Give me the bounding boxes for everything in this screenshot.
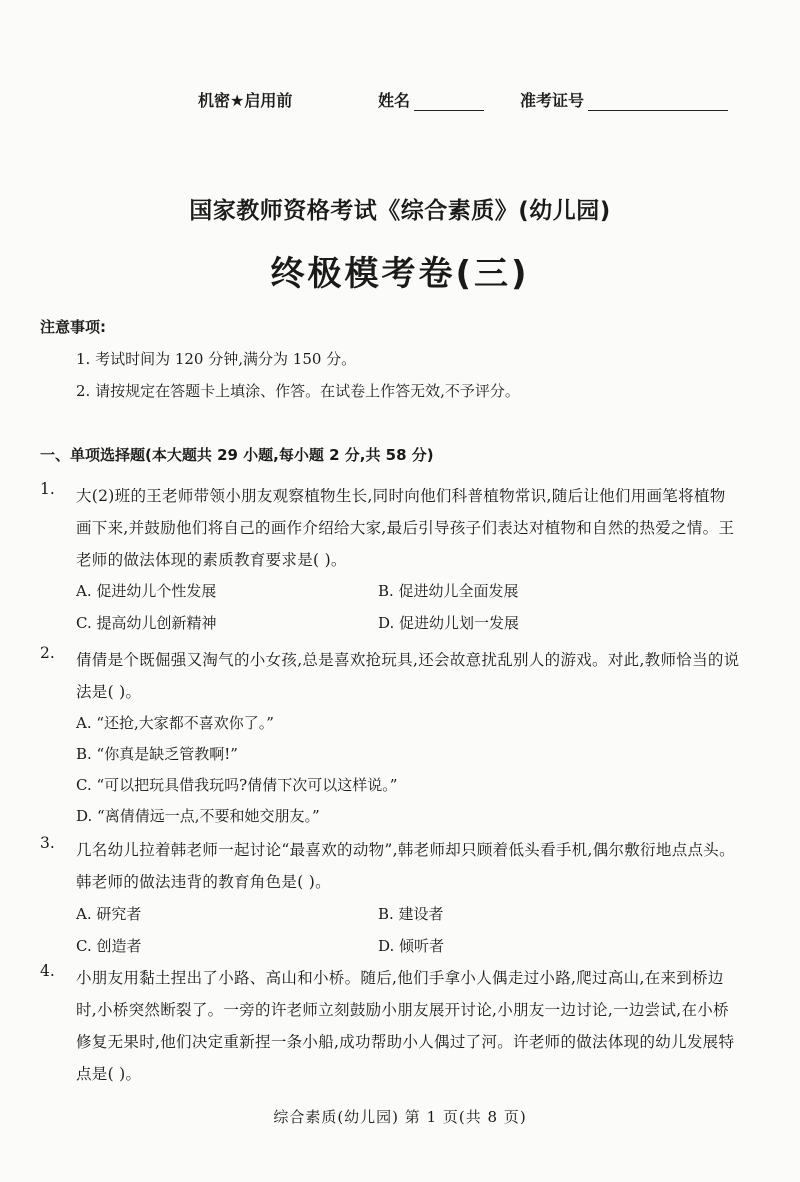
name-label: 姓名 bbox=[378, 91, 411, 110]
exam-number-field bbox=[520, 88, 728, 111]
section-heading: 一、单项选择题(本大题共 29 小题,每小题 2 分,共 58 分) bbox=[40, 446, 434, 464]
notice-item: 2. 请按规定在答题卡上填涂、作答。在试卷上作答无效,不予评分。 bbox=[76, 382, 520, 400]
confidential-label: 机密★启用前 bbox=[198, 91, 293, 110]
option-c[interactable]: C. “可以把玩具借我玩吗?倩倩下次可以这样说。” bbox=[76, 776, 398, 794]
option-a[interactable]: A. 研究者 bbox=[76, 905, 142, 923]
exam-number-blank[interactable] bbox=[588, 92, 728, 111]
option-b[interactable]: B. 促进幼儿全面发展 bbox=[378, 582, 519, 600]
name-field bbox=[378, 88, 484, 111]
exam-number-label: 准考证号 bbox=[520, 91, 585, 110]
question-stem: 倩倩是个既倔强又淘气的小女孩,总是喜欢抢玩具,还会故意扰乱别人的游戏。对此,教师恰当的说法是( )。 bbox=[76, 651, 740, 701]
question-stem: 小朋友用黏土捏出了小路、高山和小桥。随后,他们手拿小人偶走过小路,爬过高山,在来到桥边时,小桥突然断裂了。一旁的许老师立刻鼓励小朋友展开讨论,小朋友一边讨论,一边尝试,在小桥修复无果时,他们决定重新捏一条小船,成功帮助小人偶过了河。许老师的做法体现的幼儿发展特点是( )。 bbox=[76, 969, 735, 1083]
exam-subtitle: 终极模考卷(三) bbox=[270, 254, 530, 294]
header-line bbox=[0, 88, 800, 112]
question-number: 4. bbox=[40, 962, 55, 980]
option-d[interactable]: D. 倾听者 bbox=[378, 937, 445, 955]
option-a[interactable]: A. 促进幼儿个性发展 bbox=[76, 582, 217, 600]
exam-title: 国家教师资格考试《综合素质》(幼儿园) bbox=[189, 198, 611, 224]
option-d[interactable]: D. 促进幼儿划一发展 bbox=[378, 614, 520, 632]
question-4 bbox=[40, 962, 740, 1090]
notice-item: 1. 考试时间为 120 分钟,满分为 150 分。 bbox=[76, 350, 357, 368]
question-stem: 几名幼儿拉着韩老师一起讨论“最喜欢的动物”,韩老师却只顾着低头看手机,偶尔敷衍地点点头。韩老师的做法违背的教育角色是( )。 bbox=[76, 841, 735, 891]
question-stem: 大(2)班的王老师带领小朋友观察植物生长,同时向他们科普植物常识,随后让他们用画笔将植物画下来,并鼓励他们将自己的画作介绍给大家,最后引导孩子们表达对植物和自然的热爱之情。王老师的做法体现的素质教育要求是( )。 bbox=[76, 487, 735, 569]
option-a[interactable]: A. “还抢,大家都不喜欢你了。” bbox=[76, 714, 274, 732]
question-2 bbox=[40, 644, 740, 708]
question-3 bbox=[40, 834, 740, 898]
option-b[interactable]: B. 建设者 bbox=[378, 905, 444, 923]
question-number: 1. bbox=[40, 480, 55, 498]
page-footer: 综合素质(幼儿园) 第 1 页(共 8 页) bbox=[273, 1108, 527, 1126]
notice-heading: 注意事项: bbox=[40, 318, 106, 336]
question-number: 3. bbox=[40, 834, 55, 852]
option-b[interactable]: B. “你真是缺乏管教啊!” bbox=[76, 745, 238, 763]
option-c[interactable]: C. 创造者 bbox=[76, 937, 142, 955]
name-blank[interactable] bbox=[414, 92, 484, 111]
question-1 bbox=[40, 480, 740, 576]
option-c[interactable]: C. 提高幼儿创新精神 bbox=[76, 614, 217, 632]
option-d[interactable]: D. “离倩倩远一点,不要和她交朋友。” bbox=[76, 807, 320, 825]
question-number: 2. bbox=[40, 644, 55, 662]
